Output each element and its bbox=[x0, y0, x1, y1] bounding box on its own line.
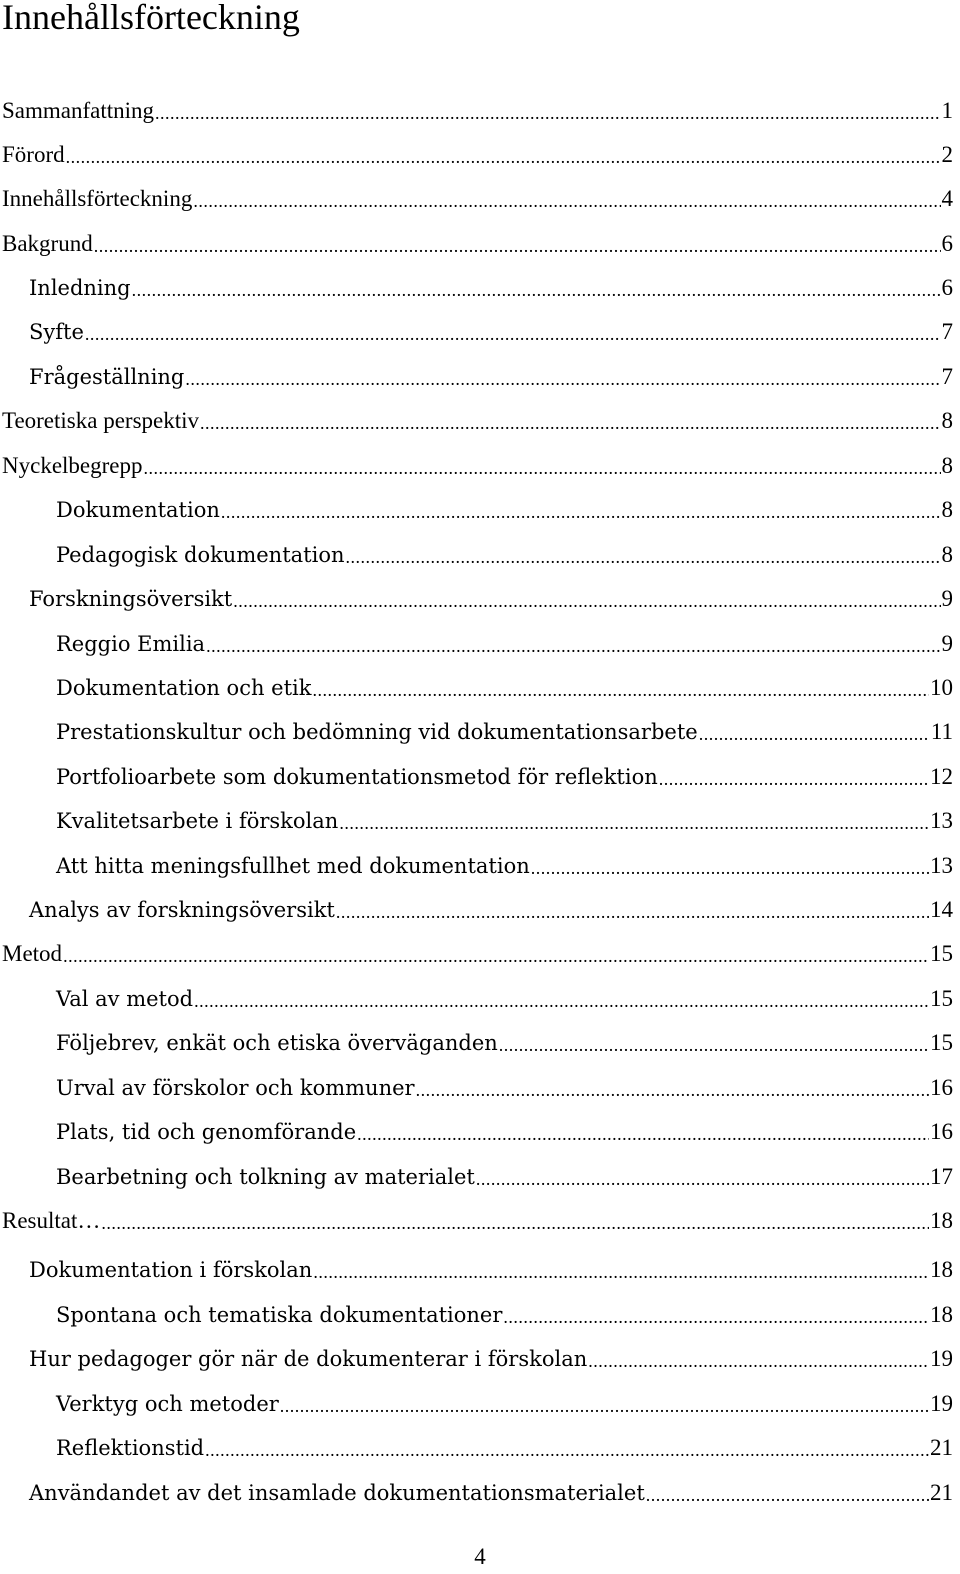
toc-entry-title: Reggio Emilia bbox=[56, 632, 206, 656]
toc-entry-page-number: 14 bbox=[930, 897, 953, 922]
toc-entry-title: Bearbetning och tolkning av materialet bbox=[56, 1165, 475, 1189]
dot-leader bbox=[194, 984, 929, 1014]
toc-entry-title: Pedagogisk dokumentation bbox=[56, 543, 345, 567]
dot-leader bbox=[499, 1028, 929, 1058]
dot-leader bbox=[206, 629, 940, 659]
toc-entry[interactable] bbox=[56, 984, 953, 1014]
toc-entry-title: Förord bbox=[2, 142, 65, 167]
toc-entry-title: Hur pedagoger gör när de dokumenterar i förskolan bbox=[29, 1347, 588, 1371]
toc-entry[interactable] bbox=[56, 851, 953, 881]
dot-leader bbox=[339, 806, 929, 836]
toc-entry-page-number: 10 bbox=[930, 675, 953, 700]
toc-entry-title: Analys av forskningsöversikt bbox=[29, 898, 335, 922]
toc-entry-page-number: 11 bbox=[930, 719, 953, 744]
toc-entry-title: Dokumentation och etik bbox=[56, 676, 312, 700]
toc-entry-page-number: 19 bbox=[930, 1346, 953, 1371]
toc-entry[interactable] bbox=[2, 96, 953, 126]
toc-entry[interactable] bbox=[56, 629, 953, 659]
toc-entry-page-number: 9 bbox=[941, 586, 953, 611]
dot-leader bbox=[132, 273, 941, 303]
toc-entry[interactable] bbox=[29, 1255, 953, 1285]
toc-entry-page-number: 21 bbox=[930, 1435, 953, 1460]
dot-leader bbox=[357, 1117, 929, 1147]
toc-entry[interactable] bbox=[56, 1028, 953, 1058]
toc-entry[interactable] bbox=[29, 362, 953, 392]
page-title: Innehållsförteckning bbox=[2, 0, 300, 37]
dot-leader bbox=[336, 895, 929, 925]
toc-entry-title: Teoretiska perspektiv bbox=[2, 408, 200, 433]
toc-entry[interactable] bbox=[29, 273, 953, 303]
dot-leader bbox=[588, 1344, 929, 1374]
dot-leader bbox=[85, 317, 941, 347]
dot-leader bbox=[66, 140, 941, 170]
toc-entry-title: Innehållsförteckning bbox=[2, 186, 193, 211]
toc-entry-page-number: 6 bbox=[941, 275, 953, 300]
toc-entry-page-number: 8 bbox=[941, 408, 953, 433]
dot-leader bbox=[94, 229, 941, 259]
toc-entry[interactable] bbox=[2, 140, 953, 170]
toc-entry-title: Frågeställning bbox=[29, 365, 185, 389]
dot-leader bbox=[699, 717, 930, 747]
toc-entry-page-number: 7 bbox=[941, 319, 953, 344]
dot-leader bbox=[312, 673, 929, 703]
toc-entry-title: Att hitta meningsfullhet med dokumentation bbox=[56, 854, 530, 878]
toc-entry-title: Inledning bbox=[29, 276, 131, 300]
toc-entry-page-number: 16 bbox=[930, 1075, 953, 1100]
dot-leader bbox=[155, 96, 940, 126]
toc-entry[interactable] bbox=[56, 673, 953, 703]
toc-entry[interactable] bbox=[2, 1206, 953, 1236]
toc-entry-page-number: 15 bbox=[930, 986, 953, 1011]
toc-entry[interactable] bbox=[56, 1073, 953, 1103]
toc-entry[interactable] bbox=[29, 317, 953, 347]
dot-leader bbox=[205, 1433, 929, 1463]
toc-entry[interactable] bbox=[2, 184, 953, 214]
toc-entry[interactable] bbox=[29, 1478, 953, 1508]
dot-leader bbox=[646, 1478, 929, 1508]
toc-entry-title: Urval av förskolor och kommuner bbox=[56, 1076, 415, 1100]
dot-leader bbox=[233, 584, 940, 614]
toc-entry-page-number: 21 bbox=[930, 1480, 953, 1505]
toc-entry[interactable] bbox=[2, 406, 953, 436]
toc-entry-page-number: 8 bbox=[941, 542, 953, 567]
toc-entry[interactable] bbox=[56, 1389, 953, 1419]
toc-entry[interactable] bbox=[2, 229, 953, 259]
toc-entry[interactable] bbox=[56, 1433, 953, 1463]
toc-entry-title: Val av metod bbox=[56, 987, 194, 1011]
toc-entry-title: Kvalitetsarbete i förskolan bbox=[56, 809, 339, 833]
toc-entry[interactable] bbox=[2, 939, 953, 969]
toc-entry-title: Prestationskultur och bedömning vid dokumentationsarbete bbox=[56, 720, 698, 744]
page-number: 4 bbox=[474, 1544, 486, 1569]
toc-entry[interactable] bbox=[29, 895, 953, 925]
toc-entry[interactable] bbox=[56, 806, 953, 836]
toc-entry[interactable] bbox=[56, 762, 953, 792]
toc-entry-title: Portfolioarbete som dokumentationsmetod för reflektion bbox=[56, 765, 658, 789]
toc-entry-title: Sammanfattning bbox=[2, 98, 155, 123]
toc-entry[interactable] bbox=[56, 717, 953, 747]
toc-entry-page-number: 19 bbox=[930, 1391, 953, 1416]
dot-leader bbox=[313, 1255, 929, 1285]
toc-entry[interactable] bbox=[56, 1117, 953, 1147]
dot-leader bbox=[144, 451, 941, 481]
dot-leader bbox=[531, 851, 929, 881]
toc-entry-page-number: 16 bbox=[930, 1119, 953, 1144]
toc-entry[interactable] bbox=[29, 584, 953, 614]
toc-entry-title: Verktyg och metoder bbox=[56, 1392, 279, 1416]
toc-entry[interactable] bbox=[56, 1300, 953, 1330]
toc-entry-page-number: 2 bbox=[941, 142, 953, 167]
dot-leader bbox=[63, 939, 929, 969]
dot-leader bbox=[659, 762, 929, 792]
dot-leader bbox=[221, 495, 941, 525]
toc-entry[interactable] bbox=[56, 540, 953, 570]
toc-entry-page-number: 9 bbox=[941, 631, 953, 656]
toc-entry-page-number: 6 bbox=[941, 231, 953, 256]
toc-entry[interactable] bbox=[56, 495, 953, 525]
toc-entry-title: Forskningsöversikt bbox=[29, 587, 233, 611]
toc-entry-page-number: 8 bbox=[941, 497, 953, 522]
toc-entry-page-number: 15 bbox=[930, 1030, 953, 1055]
toc-entry-title: Reflektionstid bbox=[56, 1436, 205, 1460]
toc-entry-page-number: 12 bbox=[930, 764, 953, 789]
dot-leader bbox=[345, 540, 940, 570]
toc-entry-title: Dokumentation bbox=[56, 498, 220, 522]
toc-entry-page-number: 8 bbox=[941, 453, 953, 478]
toc-entry-page-number: 18 bbox=[930, 1257, 953, 1282]
toc-entry-title: Dokumentation i förskolan bbox=[29, 1258, 313, 1282]
toc-entry-title: Syfte bbox=[29, 320, 84, 344]
toc-entry-title: Följebrev, enkät och etiska överväganden bbox=[56, 1031, 498, 1055]
toc-entry-title: Användandet av det insamlade dokumentationsmaterialet bbox=[29, 1481, 645, 1505]
dot-leader bbox=[476, 1162, 929, 1192]
dot-leader bbox=[503, 1300, 929, 1330]
dot-leader bbox=[280, 1389, 929, 1419]
dot-leader bbox=[200, 406, 940, 436]
dot-leader bbox=[193, 184, 940, 214]
toc-entry-page-number: 4 bbox=[941, 186, 953, 211]
toc-entry-title: Plats, tid och genomförande bbox=[56, 1120, 357, 1144]
toc-entry-title: Resultat… bbox=[2, 1208, 101, 1233]
toc-entry-page-number: 17 bbox=[930, 1164, 953, 1189]
toc-entry-title: Nyckelbegrepp bbox=[2, 453, 143, 478]
toc-entry[interactable] bbox=[29, 1344, 953, 1374]
toc-entry-page-number: 18 bbox=[930, 1208, 953, 1233]
toc-entry[interactable] bbox=[56, 1162, 953, 1192]
toc-entry-title: Bakgrund bbox=[2, 231, 93, 256]
toc-entry-page-number: 13 bbox=[930, 808, 953, 833]
toc-entry-page-number: 7 bbox=[941, 364, 953, 389]
toc-entry-page-number: 13 bbox=[930, 853, 953, 878]
toc-entry-page-number: 15 bbox=[930, 941, 953, 966]
toc-entry-page-number: 18 bbox=[930, 1302, 953, 1327]
toc-entry[interactable] bbox=[2, 451, 953, 481]
dot-leader bbox=[101, 1206, 929, 1236]
toc-entry-page-number: 1 bbox=[941, 98, 953, 123]
dot-leader bbox=[416, 1073, 929, 1103]
toc-entry-title: Spontana och tematiska dokumentationer bbox=[56, 1303, 503, 1327]
dot-leader bbox=[185, 362, 940, 392]
toc-entry-title: Metod bbox=[2, 941, 63, 966]
